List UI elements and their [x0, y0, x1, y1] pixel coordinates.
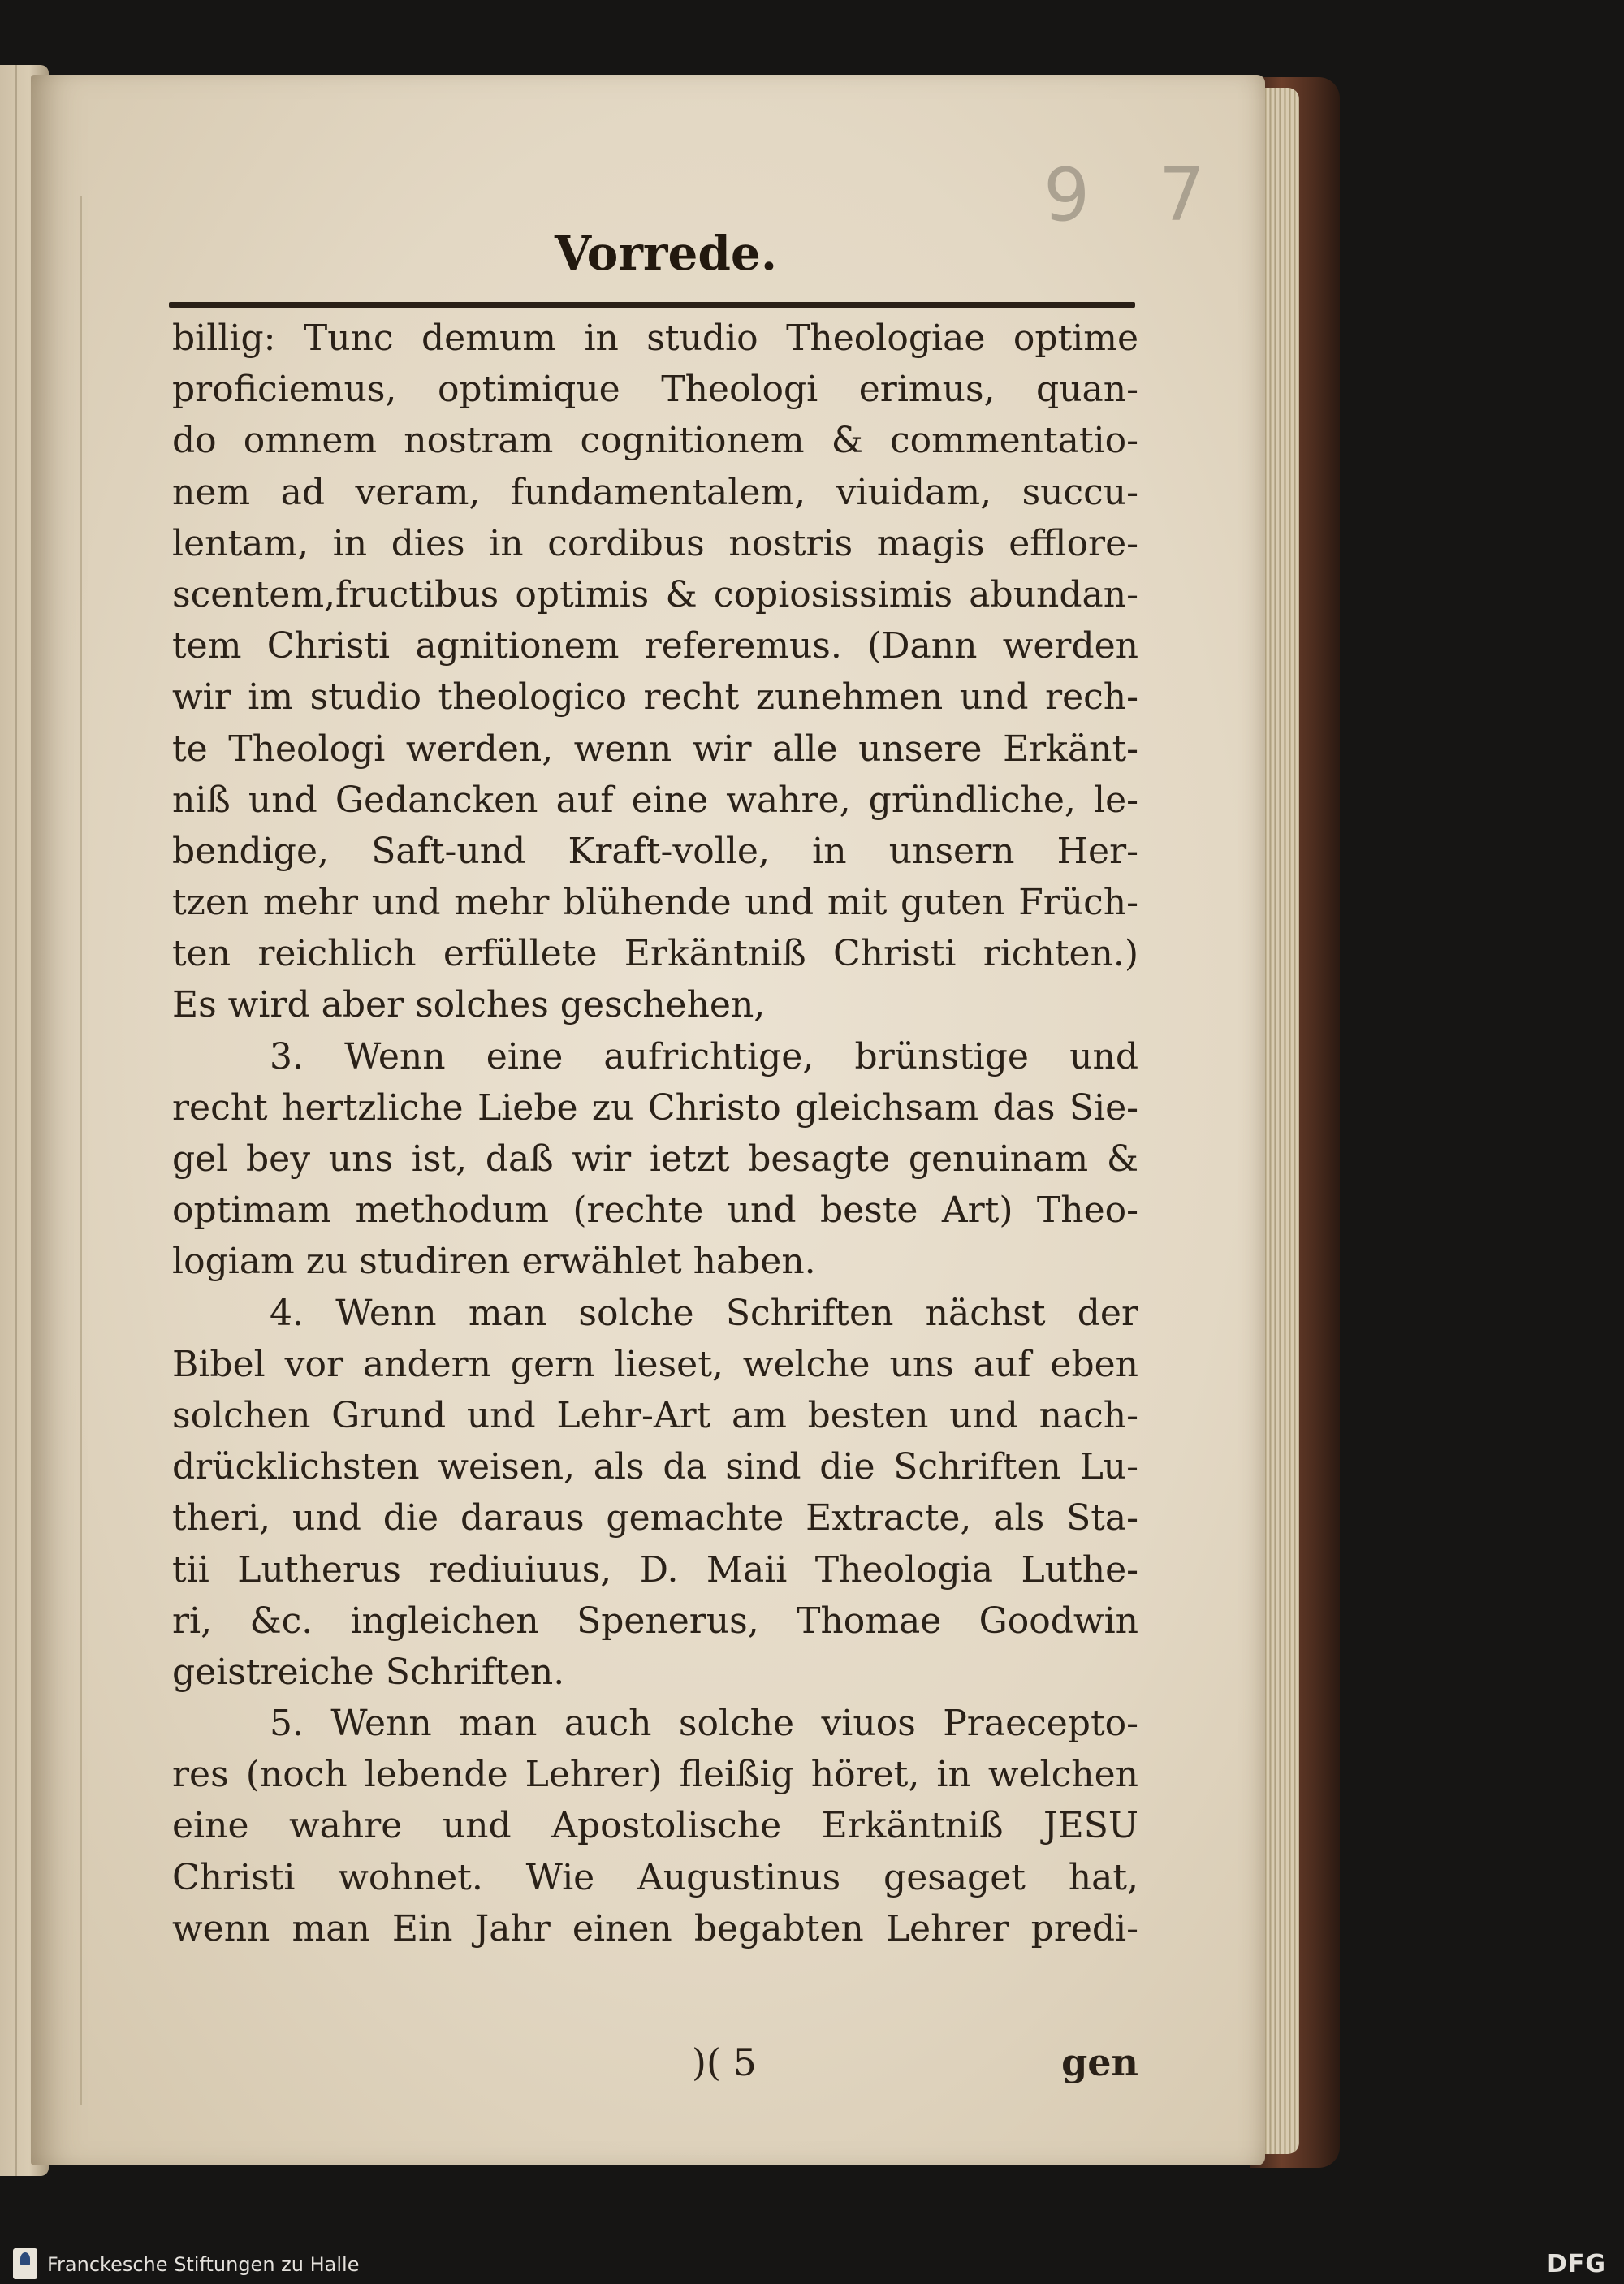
text-line: nem ad veram, fundamentalem, viuidam, succu- — [172, 471, 1138, 513]
pencil-page-mark: 9 7 — [1043, 153, 1229, 238]
text-line: geistreiche Schriften. — [172, 1651, 565, 1693]
text-line: eine wahre und Apostolische Erkäntniß JESU — [172, 1805, 1138, 1847]
text-line: Christi wohnet. Wie Augustinus gesaget hat, — [172, 1856, 1138, 1898]
text-line: Bibel vor andern gern lieset, welche uns auf eben — [172, 1343, 1138, 1385]
signature-mark: )( 5 — [692, 2040, 757, 2084]
body-text — [172, 313, 1138, 1954]
institution-name: Franckesche Stiftungen zu Halle — [47, 2253, 360, 2276]
text-line: wir im studio theologico recht zunehmen und rech- — [172, 676, 1138, 719]
text-line: scentem,fructibus optimis & copiosissimis abundan- — [172, 573, 1138, 615]
text-line: tii Lutherus rediuiuus, D. Maii Theologia Luthe- — [172, 1548, 1138, 1591]
text-line: drücklichsten weisen, als da sind die Schriften Lu- — [172, 1446, 1138, 1488]
text-line: niß und Gedancken auf eine wahre, gründliche, le- — [172, 779, 1138, 821]
text-line: res (noch lebende Lehrer) fleißig höret, in welchen — [172, 1754, 1138, 1796]
text-line: gel bey uns ist, daß wir ietzt besagte genuinam & — [172, 1138, 1138, 1180]
text-line: ri, &c. ingleichen Spenerus, Thomae Goodwin — [172, 1600, 1138, 1642]
text-line: optimam methodum (rechte und beste Art) Theo- — [172, 1189, 1138, 1232]
head-rule — [169, 302, 1135, 308]
running-head: Vorrede. — [554, 226, 778, 281]
text-line: recht hertzliche Liebe zu Christo gleichsam das Sie- — [172, 1086, 1138, 1129]
text-line: bendige, Saft-und Kraft-volle, in unsern Her- — [172, 830, 1138, 872]
dfg-logo: DFG — [1546, 2250, 1606, 2278]
text-line: billig: Tunc demum in studio Theologiae optime — [172, 317, 1138, 359]
text-line: lentam, in dies in cordibus nostris magis efflore- — [172, 522, 1138, 564]
text-line: 5. Wenn man auch solche viuos Praecepto- — [270, 1703, 1138, 1745]
text-line: solchen Grund und Lehr-Art am besten und nach- — [172, 1394, 1138, 1436]
text-line: wenn man Ein Jahr einen begabten Lehrer predi- — [172, 1907, 1138, 1949]
text-line: tzen mehr und mehr blühende und mit guten Früch- — [172, 882, 1138, 924]
text-line: proficiemus, optimique Theologi erimus, quan- — [172, 369, 1138, 411]
text-line: do omnem nostram cognitionem & commentatio- — [172, 420, 1138, 462]
gutter-shadow — [80, 196, 82, 2105]
page-foot — [172, 2036, 1138, 2088]
institution-logo-icon — [13, 2248, 37, 2279]
text-line: ten reichlich erfüllete Erkäntniß Christi richten.) — [172, 933, 1138, 975]
text-line: Es wird aber solches geschehen, — [172, 984, 766, 1026]
text-line: tem Christi agnitionem referemus. (Dann werden — [172, 625, 1138, 667]
text-line: logiam zu studiren erwählet haben. — [172, 1241, 816, 1283]
catchword: gen — [1061, 2040, 1138, 2084]
text-line: theri, und die daraus gemachte Extracte, als Sta- — [172, 1497, 1138, 1539]
text-line: 3. Wenn eine aufrichtige, brünstige und — [270, 1035, 1138, 1077]
text-line: te Theologi werden, wenn wir alle unsere Erkänt- — [172, 728, 1138, 770]
viewer-footer — [0, 2243, 1624, 2284]
text-line: 4. Wenn man solche Schriften nächst der — [270, 1292, 1138, 1334]
